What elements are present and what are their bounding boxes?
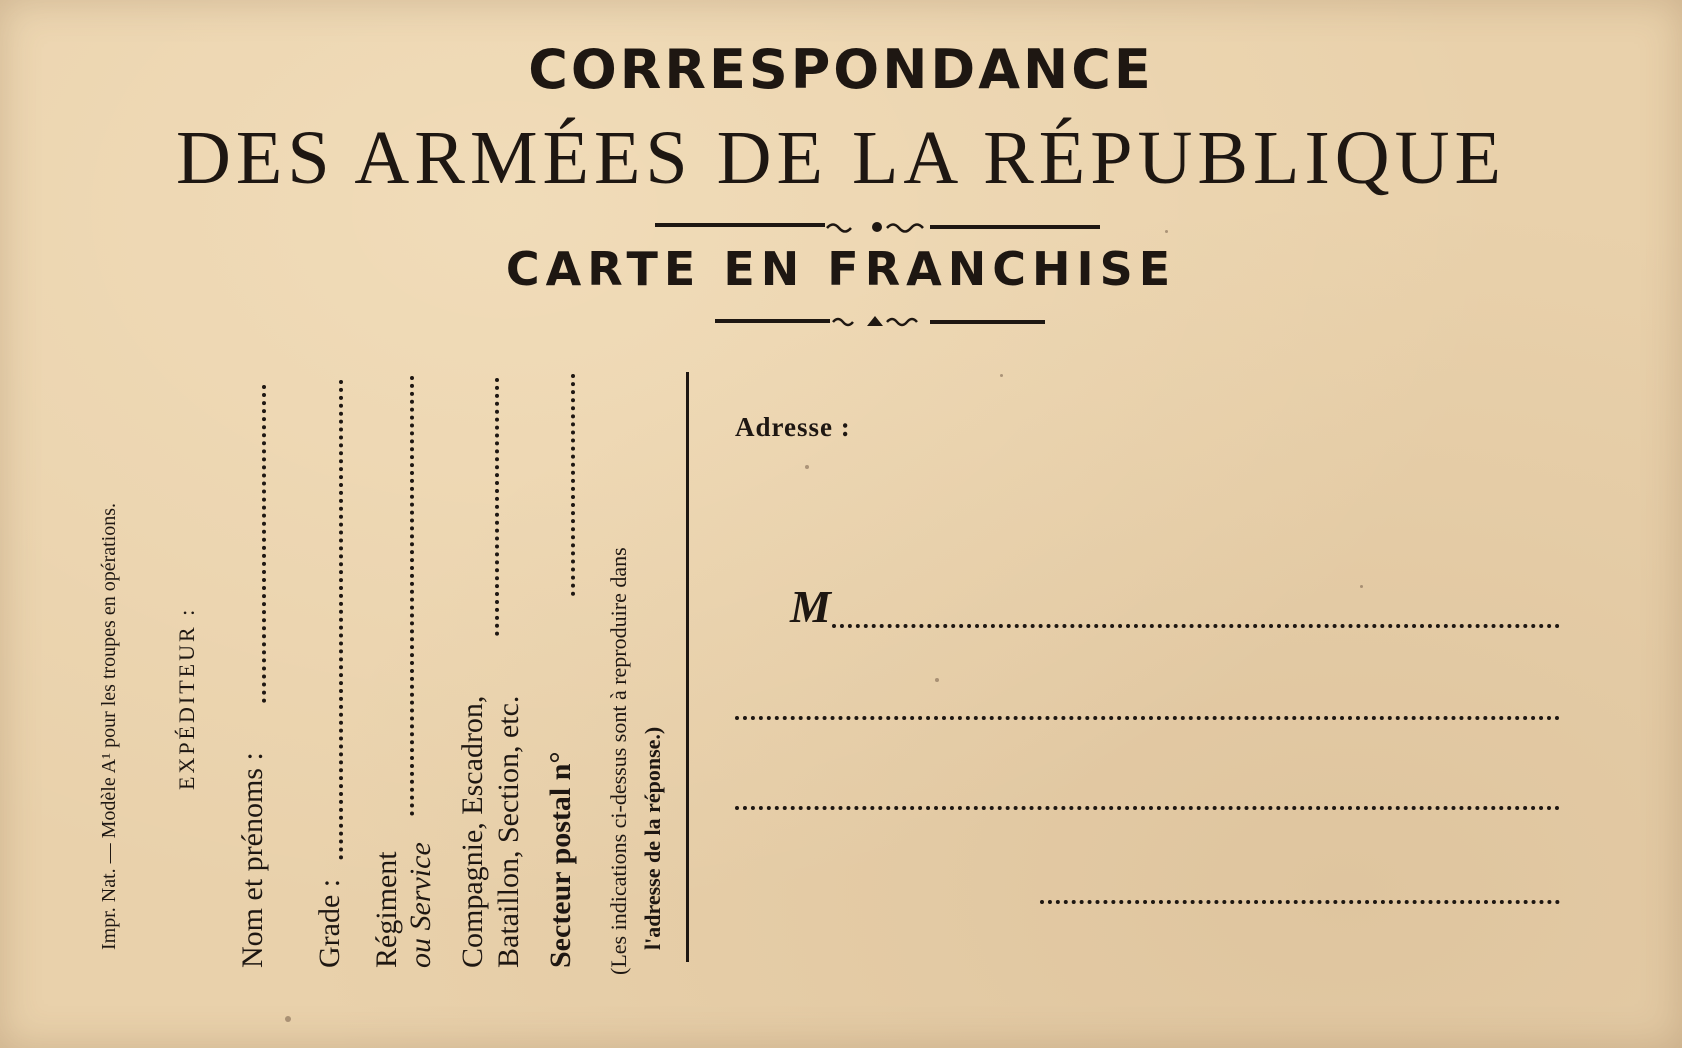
compagnie-line [495,378,499,636]
bataillon-label: Bataillon, Section, etc. [492,695,525,968]
header-title-carte-en-franchise: CARTE EN FRANCHISE [505,242,1177,296]
paper-speck [285,1016,291,1022]
address-line-3 [735,806,1560,810]
paper-speck [805,465,809,469]
header-title-armees: DES ARMÉES DE LA RÉPUBLIQUE [176,116,1506,200]
paper-speck [1360,585,1363,588]
note-line1: (Les indications ci-dessus sont à reproduire dans [606,547,631,975]
address-line-4 [1040,900,1560,904]
ornament-divider-bottom [715,314,1045,330]
adresse-label: Adresse : [735,412,851,442]
secteur-postal-label: Secteur postal n° [544,751,577,968]
paper-speck [1165,230,1168,233]
address-line-1 [832,624,1560,628]
address-line-2 [735,716,1560,720]
regiment-label: Régiment [370,851,403,968]
paper-speck [935,678,939,682]
compagnie-label: Compagnie, Escadron, [456,695,489,968]
nom-prenoms-line [262,385,266,703]
grade-line [339,380,343,860]
grade-label: Grade : [313,878,346,968]
regiment-line [410,376,414,816]
note-line2: l'adresse de la réponse.) [640,726,665,950]
nom-prenoms-label: Nom et prénoms : [236,752,269,968]
expediteur-label: EXPÉDITEUR : [174,606,199,790]
addressee-m-label: M [790,581,831,632]
ornament-divider-top [655,218,1100,238]
paper-speck [1000,374,1003,377]
vertical-divider [686,372,689,962]
secteur-postal-line [571,374,575,596]
service-label: ou Service [404,842,437,968]
header-title-correspondance: CORRESPONDANCE [528,38,1154,101]
printer-note: Impr. Nat. — Modèle A¹ pour les troupes en opérations. [98,502,120,950]
